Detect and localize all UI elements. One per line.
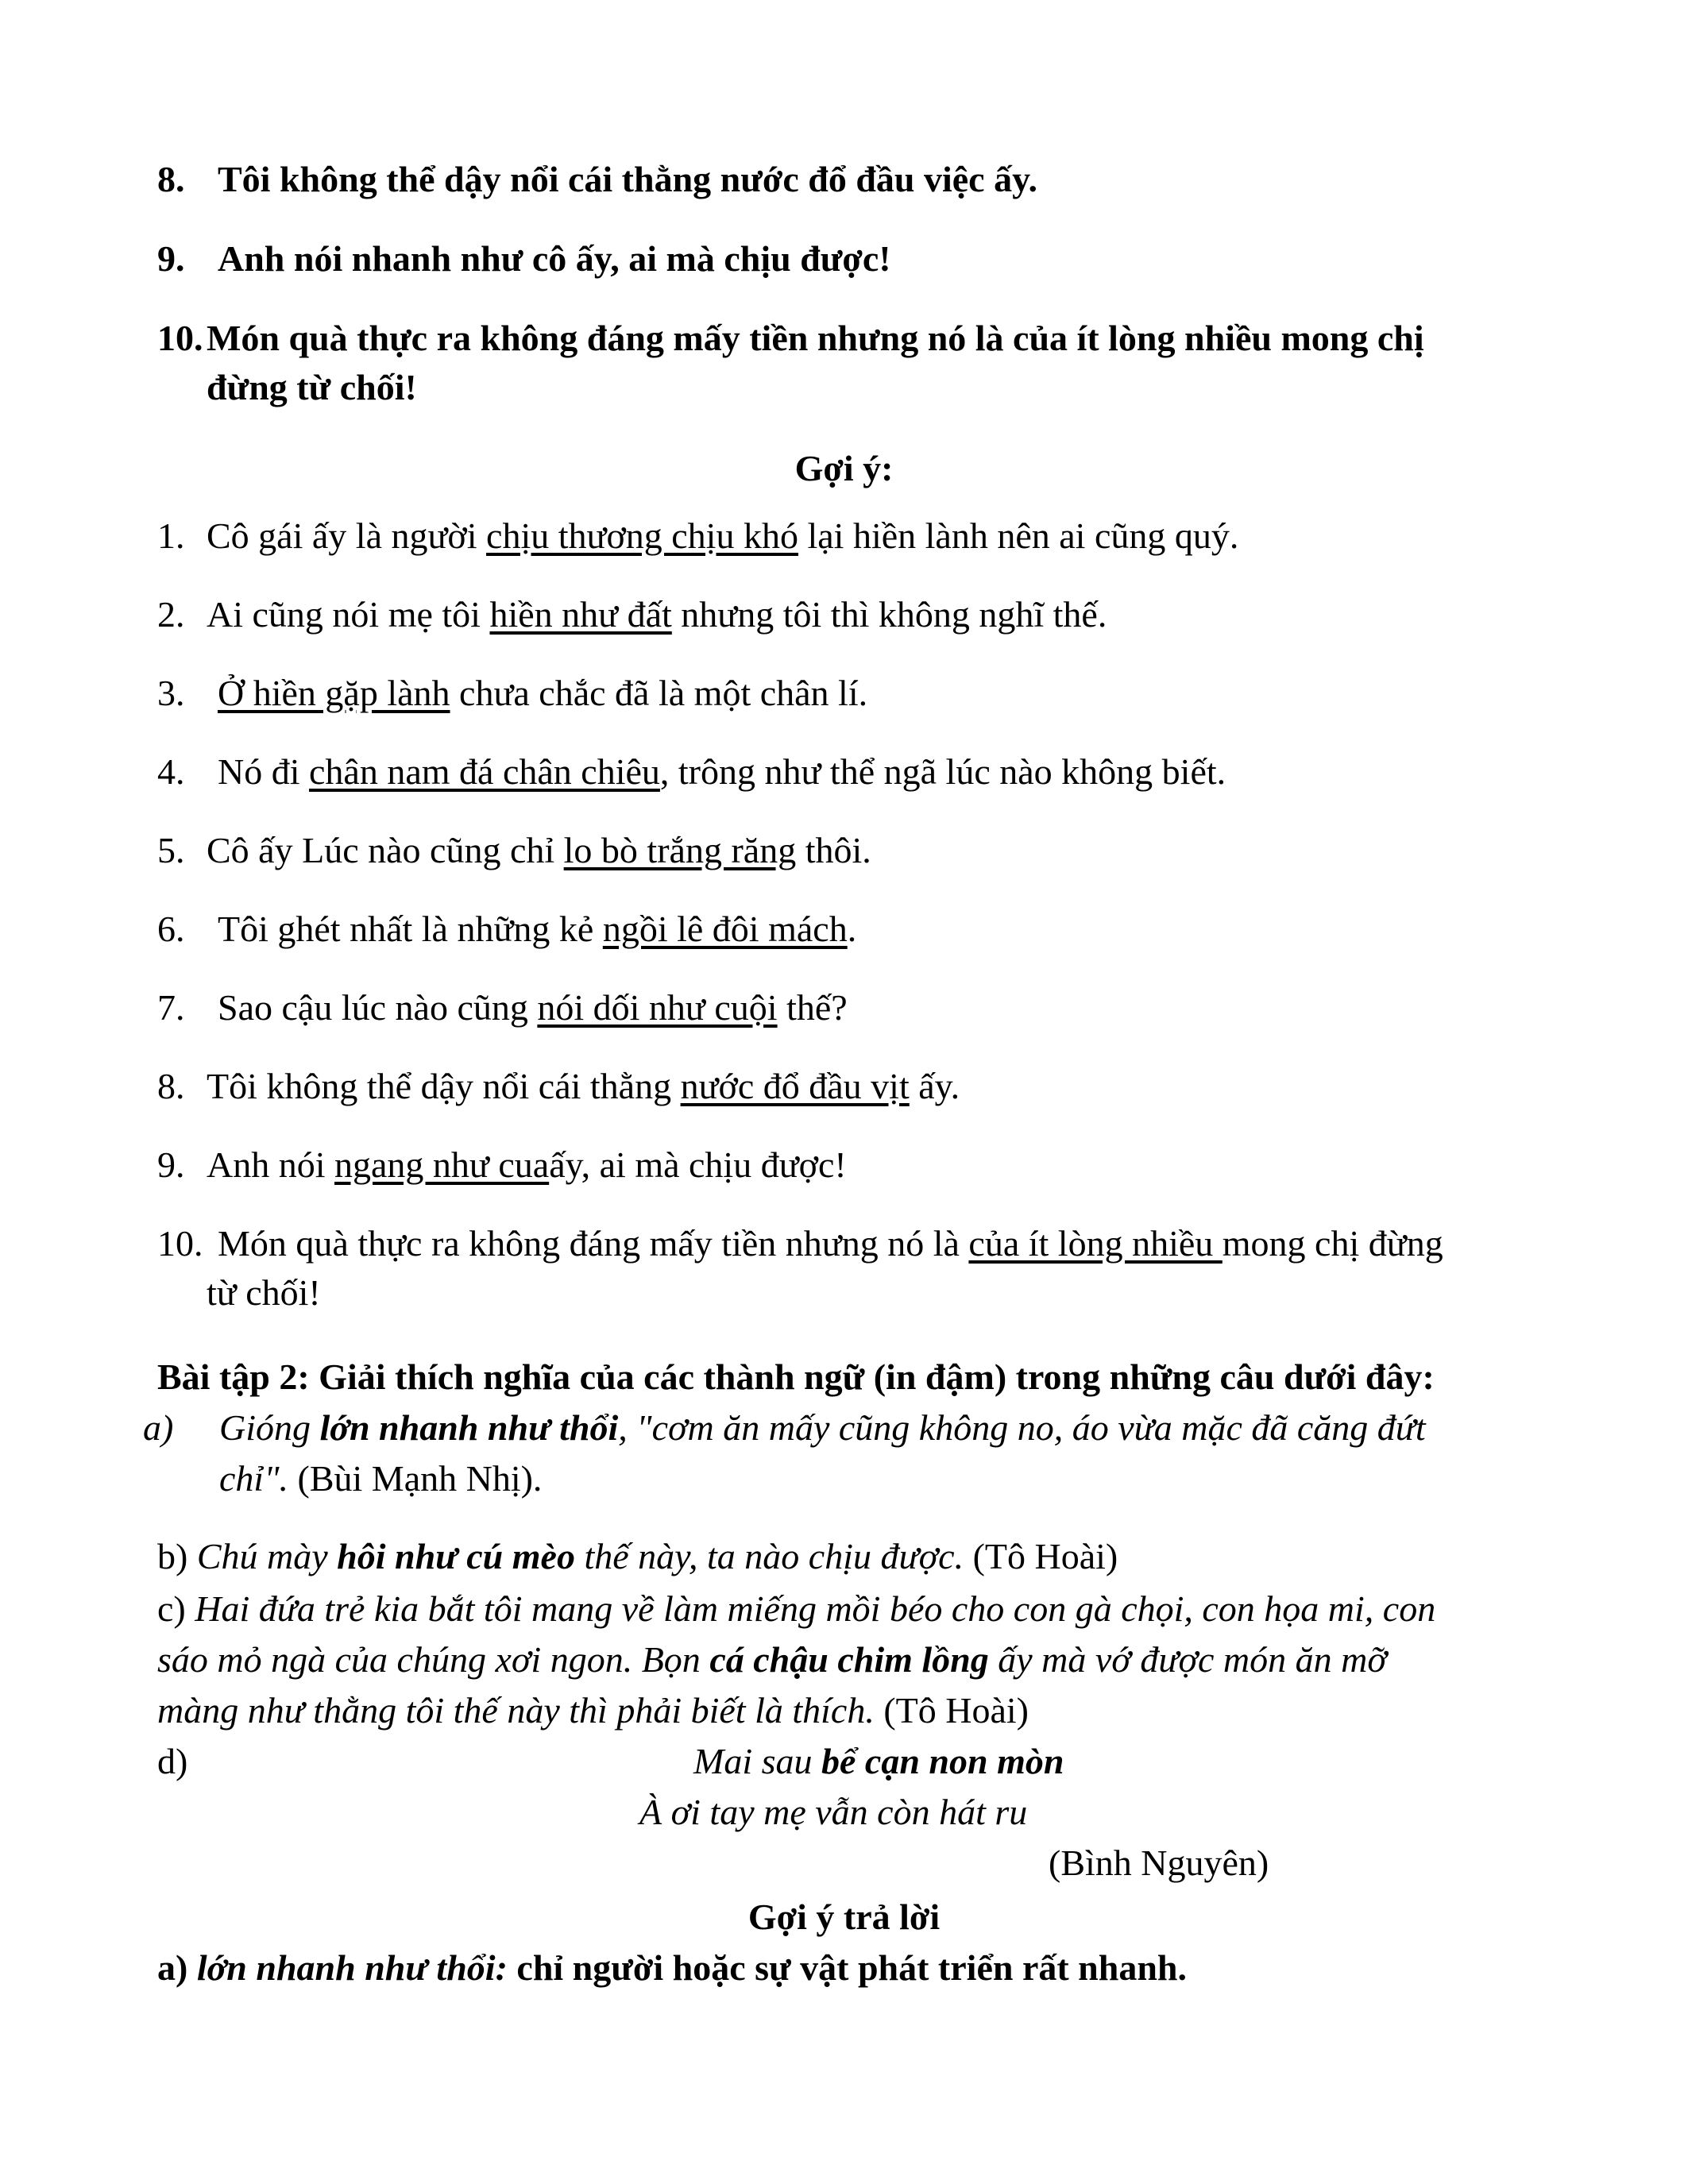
hint-item: 8. Tôi không thể dậy nổi cái thằng nước đổ đầu vịt ấy. (157, 1066, 960, 1106)
list-item: 9. Anh nói nhanh như cô ấy, ai mà chịu được! (157, 238, 891, 279)
hint-item: 10. Món quà thực ra không đáng mấy tiền nhưng nó là của ít lòng nhiều mong chị đừng (157, 1223, 1443, 1264)
idiom-text: nước đổ đầu vịt (680, 1066, 910, 1106)
hint-title: Gợi ý: (794, 448, 894, 488)
answer-item-a: a) lớn nhanh như thổi: chỉ người hoặc sự vật phát triển rất nhanh. (157, 1947, 1188, 1988)
source-citation: (Bùi Mạnh Nhị). (288, 1458, 543, 1499)
hint-item: 4. Nó đi chân nam đá chân chiêu, trông như thể ngã lúc nào không biết. (157, 751, 1226, 792)
idiom-text: lớn nhanh như thổi: (196, 1947, 508, 1988)
idiom-text: ngang như cua (334, 1144, 550, 1185)
exercise-title: Bài tập 2: Giải thích nghĩa của các thành ngữ (in đậm) trong những câu dưới đây: (157, 1356, 1435, 1397)
list-item: 10.Món quà thực ra không đáng mấy tiền nhưng nó là của ít lòng nhiều mong chị (157, 318, 1424, 358)
hint-item: 3. Ở hiền gặp lành chưa chắc đã là một chân lí. (157, 673, 868, 713)
hint-item-continuation: từ chối! (207, 1272, 321, 1313)
verse-line: Mai sau bể cạn non mòn (693, 1741, 1064, 1781)
exercise-item-d-label: d) (157, 1741, 188, 1781)
hint-item: 2. Ai cũng nói mẹ tôi hiền như đất nhưng tôi thì không nghĩ thế. (157, 594, 1107, 635)
hint-item: 7. Sao cậu lúc nào cũng nói dối như cuội thế? (157, 987, 848, 1028)
idiom-text: cá chậu chim lồng (709, 1639, 989, 1680)
source-citation: (Tô Hoài) (964, 1536, 1118, 1576)
list-item-continuation: đừng từ chối! (207, 367, 417, 407)
idiom-text: hôi như cú mèo (337, 1536, 575, 1576)
hint-item: 5. Cô ấy Lúc nào cũng chỉ lo bò trắng răng thôi. (157, 830, 871, 870)
exercise-item-c: c) Hai đứa trẻ kia bắt tôi mang về làm miếng mồi béo cho con gà chọi, con họa mi, con (157, 1588, 1436, 1629)
exercise-item-c-line3: màng như thằng tôi thế này thì phải biết là thích. (Tô Hoài) (157, 1690, 1029, 1731)
hint-item: 9. Anh nói ngang như cuaấy, ai mà chịu được! (157, 1144, 847, 1185)
exercise-item-c-line2: sáo mỏ ngà của chúng xơi ngon. Bọn cá chậu chim lồng ấy mà vớ được món ăn mỡ (157, 1639, 1387, 1680)
source-citation: (Bình Nguyên) (1049, 1843, 1269, 1883)
idiom-text: ngồi lê đôi mách (602, 909, 848, 949)
idiom-text: chịu thương chịu khó (486, 515, 798, 556)
exercise-item-a: a) Gióng lớn nhanh như thổi, "cơm ăn mấy cũng không no, áo vừa mặc đã căng đứt (143, 1407, 1426, 1448)
hint-item: 6. Tôi ghét nhất là những kẻ ngồi lê đôi mách. (157, 909, 857, 949)
answer-title: Gợi ý trả lời (747, 1897, 941, 1937)
source-citation: (Tô Hoài) (874, 1690, 1029, 1731)
hint-item: 1. Cô gái ấy là người chịu thương chịu khó lại hiền lành nên ai cũng quý. (157, 515, 1239, 556)
idiom-text: bể cạn non mòn (821, 1741, 1064, 1781)
idiom-text: hiền như đất (489, 594, 672, 635)
list-item: 8. Tôi không thể dậy nổi cái thằng nước đổ đầu việc ấy. (157, 159, 1038, 199)
idiom-text: chân nam đá chân chiêu (309, 751, 660, 792)
idiom-text: nói dối như cuội (537, 987, 778, 1028)
verse-line: À ơi tay mẹ vẫn còn hát ru (639, 1792, 1028, 1832)
idiom-text: của ít lòng nhiều (968, 1223, 1223, 1264)
idiom-text: lớn nhanh như thổi (319, 1407, 619, 1448)
idiom-text: lo bò trắng răng (563, 830, 797, 870)
exercise-item-a-continuation: chỉ". (Bùi Mạnh Nhị). (219, 1458, 543, 1499)
idiom-text: Ở hiền gặp lành (218, 673, 450, 713)
exercise-item-b: b) Chú mày hôi như cú mèo thế này, ta nào chịu được. (Tô Hoài) (157, 1536, 1118, 1576)
